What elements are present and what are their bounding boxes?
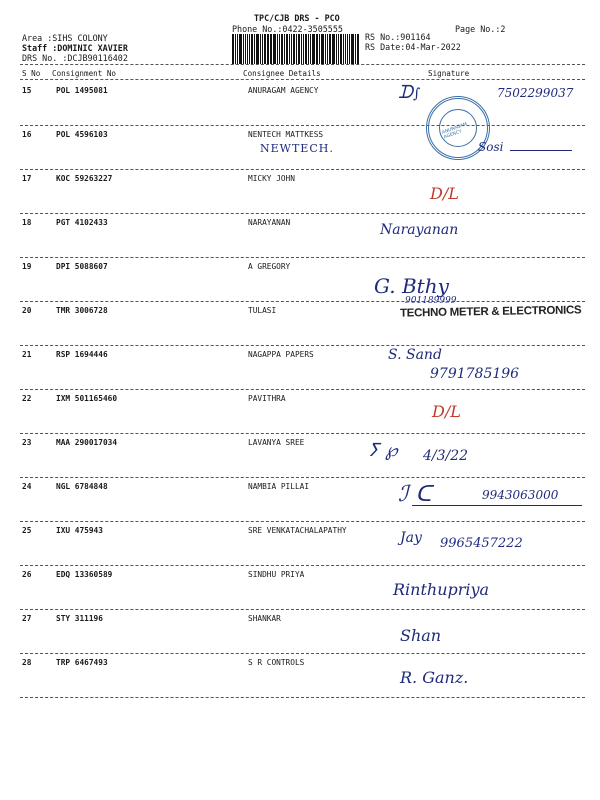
barcode-bar xyxy=(270,34,271,64)
handwritten-phone-21: 9791785196 xyxy=(430,366,520,382)
row-sno: 18 xyxy=(22,218,32,227)
row-divider xyxy=(20,169,585,170)
signature-18: Narayanan xyxy=(380,222,459,238)
row-divider xyxy=(20,433,585,434)
rs-number: RS No.:901164 xyxy=(365,32,431,42)
barcode-bar xyxy=(301,34,302,64)
barcode-bar xyxy=(296,34,297,64)
row-consignment-no: MAA 290017034 xyxy=(56,438,118,447)
row-sno: 25 xyxy=(22,526,32,535)
handwritten-phone-15: 7502299037 xyxy=(497,86,574,100)
barcode-bar xyxy=(322,34,324,64)
signature-28: R. Ganz. xyxy=(400,668,469,687)
signature-23: ⵢ ℘ xyxy=(368,440,398,461)
barcode-bar xyxy=(281,34,283,64)
barcode-bar xyxy=(338,34,339,64)
barcode-bar xyxy=(325,34,326,64)
barcode-bar xyxy=(239,34,242,64)
row-consignment-no: POL 1495081 xyxy=(56,86,108,95)
barcode-bar xyxy=(251,34,253,64)
dl-mark-22: D/L xyxy=(432,402,461,421)
row-consignee: TULASI xyxy=(248,306,277,315)
barcode-bar xyxy=(284,34,285,64)
staff-label: Staff :DOMINIC XAVIER xyxy=(22,43,128,53)
header-divider xyxy=(20,64,585,65)
row-sno: 19 xyxy=(22,262,32,271)
barcode-bar xyxy=(298,34,300,64)
barcode-bar xyxy=(279,34,280,64)
row-consignee: SINDHU PRIYA xyxy=(248,570,305,579)
barcode-bar xyxy=(293,34,296,64)
row-consignee: ANURAGAM AGENCY xyxy=(248,86,319,95)
row-divider xyxy=(20,609,585,610)
barcode-bar xyxy=(336,34,337,64)
handwritten-phone-24: 9943063000 xyxy=(482,488,559,502)
barcode-bar xyxy=(237,34,238,64)
barcode-bar xyxy=(273,34,276,64)
signature-16: Sosi xyxy=(478,140,504,154)
row-consignment-no: DPI 5088607 xyxy=(56,262,108,271)
row-divider xyxy=(20,697,585,698)
barcode-bar xyxy=(247,34,248,64)
row-consignee: SHANKAR xyxy=(248,614,281,623)
area-label: Area :SIHS COLONY xyxy=(22,33,108,43)
barcode-bar xyxy=(310,34,311,64)
barcode-bar xyxy=(321,34,322,64)
row-consignment-no: KOC 59263227 xyxy=(56,174,113,183)
barcode-bar xyxy=(264,34,266,64)
column-signature: Signature xyxy=(428,69,470,78)
row-divider xyxy=(20,521,585,522)
barcode-bar xyxy=(327,34,328,64)
row-consignee: NARAYANAN xyxy=(248,218,291,227)
row-consignee: NAGAPPA PAPERS xyxy=(248,350,314,359)
signature-16-stroke xyxy=(510,150,572,151)
barcode-bar xyxy=(291,34,292,64)
barcode-bar xyxy=(303,34,304,64)
row-consignment-no: PGT 4102433 xyxy=(56,218,108,227)
row-consignment-no: TRP 6467493 xyxy=(56,658,108,667)
rs-date: RS Date:04-Mar-2022 xyxy=(365,42,461,52)
row-sno: 28 xyxy=(22,658,32,667)
row-sno: 20 xyxy=(22,306,32,315)
barcode-bar xyxy=(286,34,288,64)
row-sno: 24 xyxy=(22,482,32,491)
row-consignment-no: RSP 1694446 xyxy=(56,350,108,359)
barcode-bar xyxy=(349,34,350,64)
barcode-bar xyxy=(256,34,259,64)
barcode-bar xyxy=(232,34,234,64)
signature-26: Rinthupriya xyxy=(393,580,490,599)
row-consignee: NAMBIA PILLAI xyxy=(248,482,310,491)
barcode xyxy=(232,34,360,64)
row-divider xyxy=(20,257,585,258)
row-sno: 17 xyxy=(22,174,32,183)
row-consignee: PAVITHRA xyxy=(248,394,286,403)
handwritten-number-20: 901189999 xyxy=(405,296,457,306)
row-consignment-no: IXM 501165460 xyxy=(56,394,118,403)
signature-25: Jay xyxy=(400,530,422,546)
row-divider xyxy=(20,213,585,214)
rubber-stamp: TECHNO METER & ELECTRONICS xyxy=(399,304,582,320)
barcode-bar xyxy=(308,34,309,64)
barcode-bar xyxy=(351,34,354,64)
barcode-bar xyxy=(235,34,236,64)
barcode-bar xyxy=(305,34,307,64)
barcode-bar xyxy=(343,34,344,64)
row-consignment-no: STY 311196 xyxy=(56,614,103,623)
row-consignment-no: NGL 6784848 xyxy=(56,482,108,491)
row-sno: 26 xyxy=(22,570,32,579)
barcode-bar xyxy=(289,34,290,64)
barcode-bar xyxy=(319,34,320,64)
page-number: Page No.:2 xyxy=(455,24,506,34)
barcode-bar xyxy=(347,34,349,64)
drs-number: DRS No. :DCJB90116402 xyxy=(22,53,128,63)
row-divider xyxy=(20,477,585,478)
document-title: TPC/CJB DRS - PCO xyxy=(254,13,340,23)
row-consignee: NENTECH MATTKESS xyxy=(248,130,324,139)
stamp-text: ANURAGAM AGENCY xyxy=(441,122,468,141)
barcode-bar xyxy=(357,34,359,64)
barcode-bar xyxy=(262,34,263,64)
barcode-bar xyxy=(245,34,247,64)
signature-27: Shan xyxy=(400,626,442,645)
barcode-bar xyxy=(312,34,315,64)
row-sno: 27 xyxy=(22,614,32,623)
row-divider xyxy=(20,345,585,346)
row-divider xyxy=(20,125,585,126)
signature-21: S. Sand xyxy=(388,347,442,363)
row-consignment-no: EDQ 13360589 xyxy=(56,570,113,579)
dl-mark-17: D/L xyxy=(430,184,459,203)
row-consignment-no: TMR 3006728 xyxy=(56,306,108,315)
row-sno: 22 xyxy=(22,394,32,403)
row-divider xyxy=(20,389,585,390)
row-sno: 21 xyxy=(22,350,32,359)
phone-number: Phone No.:0422-3505555 xyxy=(232,24,343,34)
barcode-bar xyxy=(271,34,272,64)
handwritten-name-16: NEWTECH. xyxy=(260,142,334,155)
barcode-bar xyxy=(243,34,244,64)
row-divider xyxy=(20,301,585,302)
barcode-bar xyxy=(249,34,250,64)
barcode-bar xyxy=(260,34,261,64)
row-divider xyxy=(20,565,585,566)
row-divider xyxy=(20,653,585,654)
barcode-bar xyxy=(267,34,269,64)
row-consignee: S R CONTROLS xyxy=(248,658,305,667)
signature-19: G. Bthy xyxy=(374,274,449,298)
barcode-bar xyxy=(277,34,278,64)
barcode-bar xyxy=(254,34,255,64)
signature-24: ℐ ᑕ xyxy=(398,482,432,507)
barcode-bar xyxy=(355,34,356,64)
signature-15: ᗪ∫ xyxy=(398,82,421,103)
row-consignment-no: POL 4596103 xyxy=(56,130,108,139)
row-consignment-no: IXU 475943 xyxy=(56,526,103,535)
row-consignee: SRE VENKATACHALAPATHY xyxy=(248,526,347,535)
row-consignee: A GREGORY xyxy=(248,262,291,271)
row-sno: 16 xyxy=(22,130,32,139)
column-consignee: Consignee Details xyxy=(243,69,321,78)
row-consignee: LAVANYA SREE xyxy=(248,438,305,447)
row-sno: 23 xyxy=(22,438,32,447)
column-sno: S No xyxy=(22,69,41,78)
signature-24-stroke xyxy=(412,505,582,506)
handwritten-date-23: 4/3/22 xyxy=(423,448,469,464)
barcode-bar xyxy=(340,34,342,64)
header-bottom-divider xyxy=(20,79,585,80)
barcode-bar xyxy=(316,34,318,64)
row-consignee: MICKY JOHN xyxy=(248,174,295,183)
barcode-bar xyxy=(332,34,335,64)
handwritten-phone-25: 9965457222 xyxy=(440,536,523,551)
row-sno: 15 xyxy=(22,86,32,95)
barcode-bar xyxy=(329,34,331,64)
barcode-bar xyxy=(345,34,346,64)
column-consignment: Consignment No xyxy=(52,69,117,78)
